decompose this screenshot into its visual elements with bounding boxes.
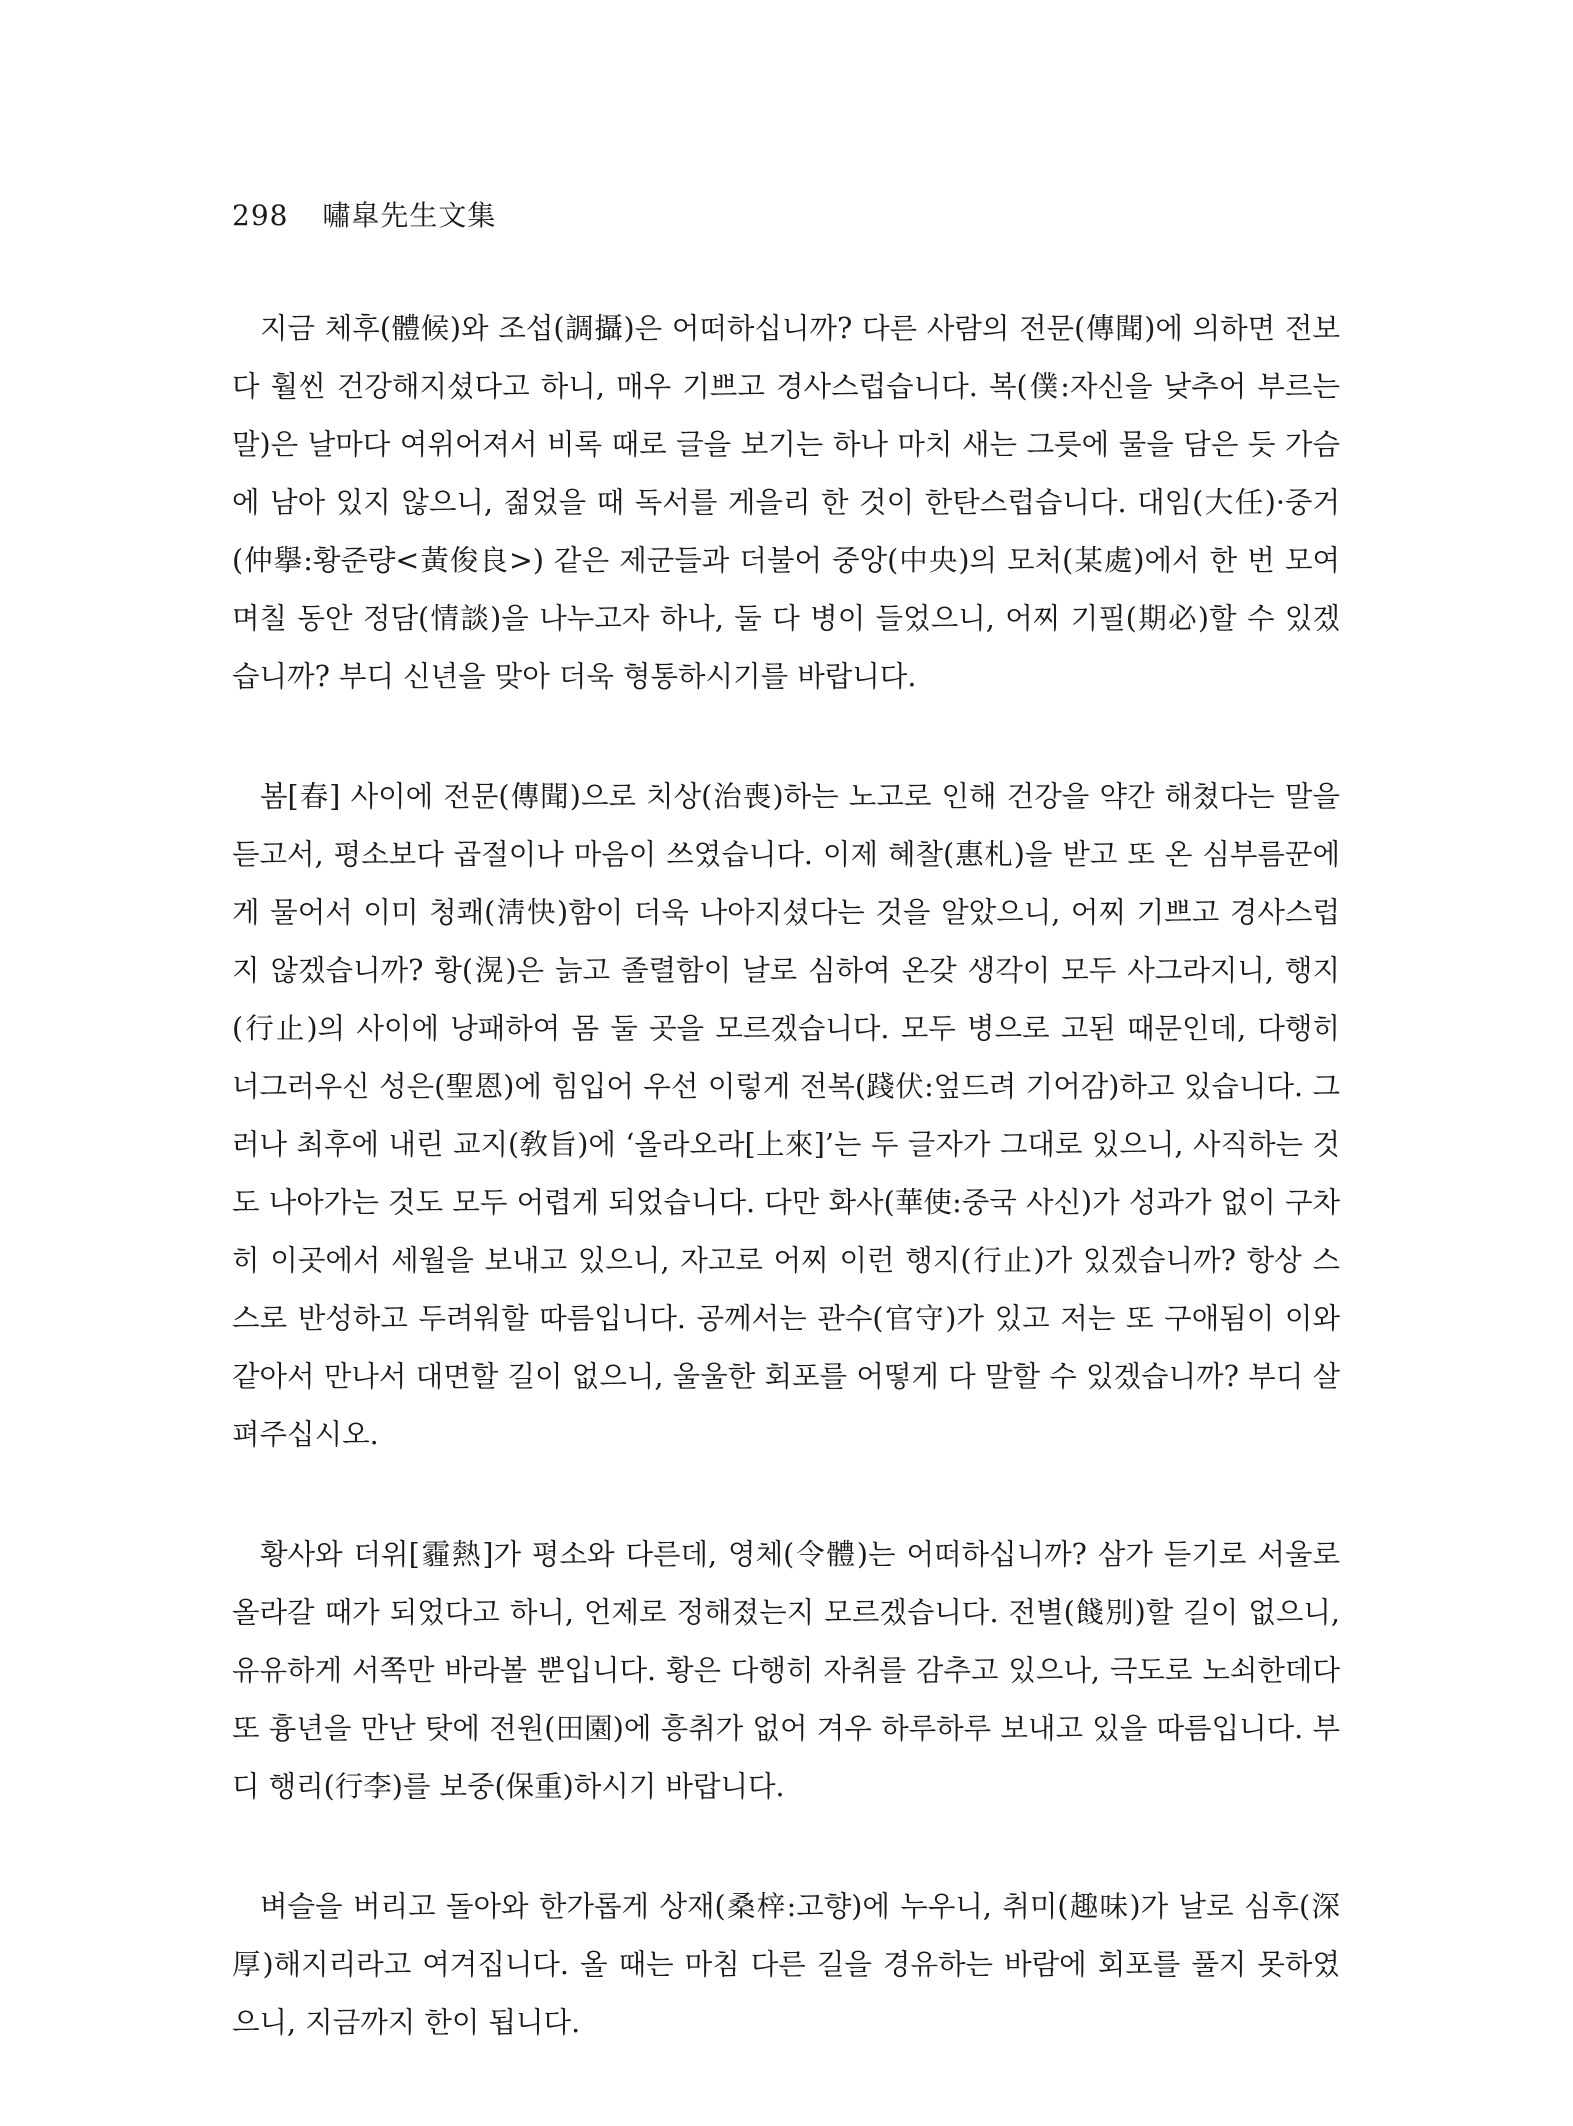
letter-body xyxy=(232,300,1340,2114)
paragraph-1: 지금 체후(體候)와 조섭(調攝)은 어떠하십니까? 다른 사람의 전문(傳聞)에 의하면 전보다 훨씬 건강해지셨다고 하니, 매우 기쁘고 경사스럽습니다. 복(僕:자신을 낮추어 부르는 말)은 날마다 여위어져서 비록 때로 글을 보기는 하나 마치 새는 그릇에 물을 담은 듯 가슴에 남아 있지 않으니, 젊었을 때 독서를 게을리 한 것이 한탄스럽습니다. 대임(大任)·중거(仲擧:황준량<黃俊良>) 같은 제군들과 더불어 중앙(中央)의 모처(某處)에서 한 번 모여 며칠 동안 정담(情談)을 나누고자 하나, 둘 다 병이 들었으니, 어찌 기필(期必)할 수 있겠습니까? 부디 신년을 맞아 더욱 형통하시기를 바랍니다. xyxy=(232,312,1340,693)
book-title: 嘯皐先生文集 xyxy=(322,199,497,232)
paragraph-2: 봄[春] 사이에 전문(傳聞)으로 치상(治喪)하는 노고로 인해 건강을 약간 해쳤다는 말을 듣고서, 평소보다 곱절이나 마음이 쓰였습니다. 이제 혜찰(惠札)을 받고 또 온 심부름꾼에게 물어서 이미 청쾌(淸快)함이 더욱 나아지셨다는 것을 알았으니, 어찌 기쁘고 경사스럽지 않겠습니까? 황(滉)은 늙고 졸렬함이 날로 심하여 온갖 생각이 모두 사그라지니, 행지(行止)의 사이에 낭패하여 몸 둘 곳을 모르겠습니다. 모두 병으로 고된 때문인데, 다행히 너그러우신 성은(聖恩)에 힘입어 우선 이렇게 전복(踐伏:엎드려 기어감)하고 있습니다. 그러나 최후에 내린 교지(敎旨)에 ‘올라오라[上來]’는 두 글자가 그대로 있으니, 사직하는 것도 나아가는 것도 모두 어렵게 되었습니다. 다만 화사(華使:중국 사신)가 성과가 없이 구차히 이곳에서 세월을 보내고 있으니, 자고로 어찌 이런 행지(行止)가 있겠습니까? 항상 스스로 반성하고 두려워할 따름입니다. 공께서는 관수(官守)가 있고 저는 또 구애됨이 이와 같아서 만나서 대면할 길이 없으니, 울울한 회포를 어떻게 다 말할 수 있겠습니까? 부디 살펴주십시오. xyxy=(232,780,1340,1451)
paragraph-4: 벼슬을 버리고 돌아와 한가롭게 상재(桑梓:고향)에 누우니, 취미(趣味)가 날로 심후(深厚)해지리라고 여겨집니다. 올 때는 마침 다른 길을 경유하는 바람에 회포를 풀지 못하였으니, 지금까지 한이 됩니다. xyxy=(232,1890,1340,2039)
page-number: 298 xyxy=(232,199,289,232)
page-header xyxy=(232,194,496,234)
paragraph-3: 황사와 더위[霾熱]가 평소와 다른데, 영체(令體)는 어떠하십니까? 삼가 듣기로 서울로 올라갈 때가 되었다고 하니, 언제로 정해졌는지 모르겠습니다. 전별(餞別)할 길이 없으니, 유유하게 서쪽만 바라볼 뿐입니다. 황은 다행히 자취를 감추고 있으나, 극도로 노쇠한데다 또 흉년을 만난 탓에 전원(田園)에 흥취가 없어 겨우 하루하루 보내고 있을 따름입니다. 부디 행리(行李)를 보중(保重)하시기 바랍니다. xyxy=(232,1538,1340,1803)
